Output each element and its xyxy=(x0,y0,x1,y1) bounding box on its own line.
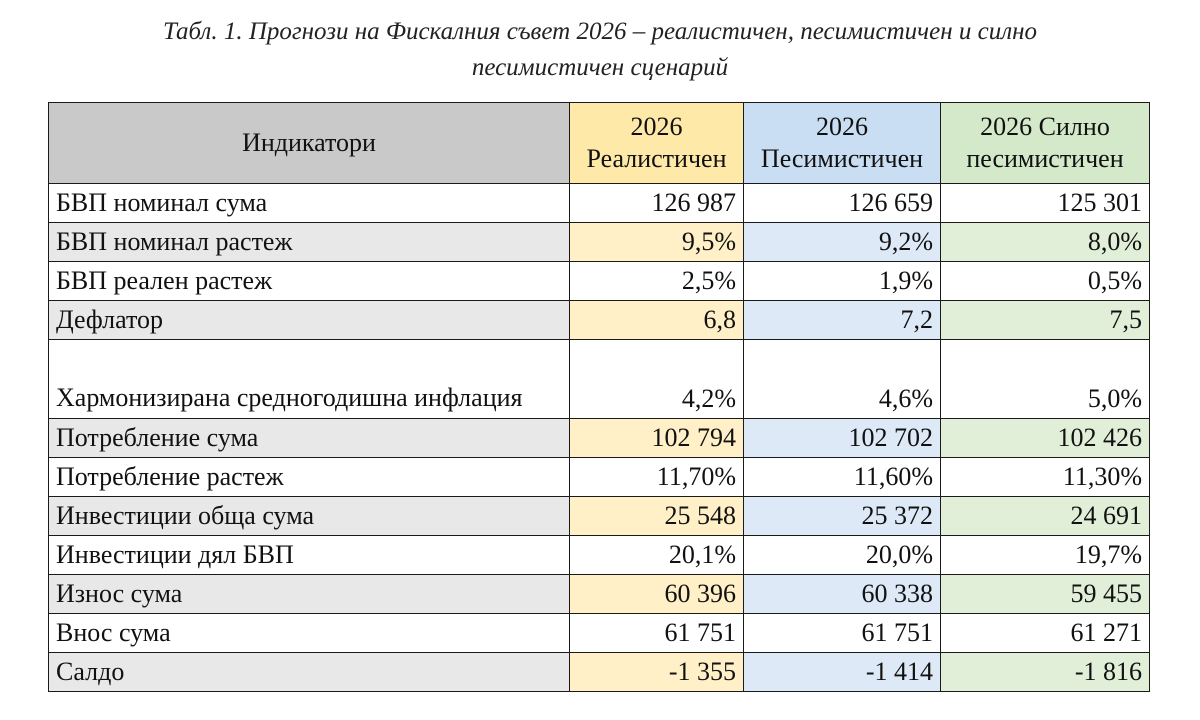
table-row xyxy=(49,262,1150,301)
row-label: Износ сума xyxy=(49,575,570,614)
table-row xyxy=(49,614,1150,653)
cell-realistic: 61 751 xyxy=(570,614,744,653)
row-label: Инвестиции дял БВП xyxy=(49,536,570,575)
row-label: Потребление сума xyxy=(49,419,570,458)
table-caption-line-2: песимистичен сценарий xyxy=(471,54,729,81)
row-label: БВП номинал растеж xyxy=(49,223,570,262)
cell-realistic: 20,1% xyxy=(570,536,744,575)
cell-strongly-pessimistic: 8,0% xyxy=(941,223,1150,262)
header-strongly-pessimistic-year: 2026 Силно xyxy=(980,112,1110,141)
table-row xyxy=(49,653,1150,692)
header-realistic-year: 2026 xyxy=(630,112,683,141)
table-row xyxy=(49,340,1150,419)
table-row xyxy=(49,301,1150,340)
cell-strongly-pessimistic: 11,30% xyxy=(941,458,1150,497)
cell-strongly-pessimistic: 24 691 xyxy=(941,497,1150,536)
cell-strongly-pessimistic: 102 426 xyxy=(941,419,1150,458)
cell-strongly-pessimistic: 19,7% xyxy=(941,536,1150,575)
header-strongly-pessimistic xyxy=(941,103,1150,184)
cell-realistic: 9,5% xyxy=(570,223,744,262)
table-row xyxy=(49,497,1150,536)
row-label: БВП реален растеж xyxy=(49,262,570,301)
row-label: БВП номинал сума xyxy=(49,184,570,223)
fiscal-forecast-table xyxy=(48,102,1150,692)
row-label: Потребление растеж xyxy=(49,458,570,497)
table-row xyxy=(49,184,1150,223)
cell-strongly-pessimistic: 125 301 xyxy=(941,184,1150,223)
cell-realistic: 6,8 xyxy=(570,301,744,340)
cell-realistic: 11,70% xyxy=(570,458,744,497)
header-pessimistic-year: 2026 xyxy=(816,112,868,141)
cell-pessimistic: 25 372 xyxy=(744,497,941,536)
cell-realistic: 60 396 xyxy=(570,575,744,614)
cell-strongly-pessimistic: 7,5 xyxy=(941,301,1150,340)
cell-pessimistic: 126 659 xyxy=(744,184,941,223)
header-strongly-pessimistic-label: песимистичен xyxy=(966,144,1124,173)
cell-pessimistic: 7,2 xyxy=(744,301,941,340)
cell-pessimistic: 4,6% xyxy=(744,340,941,419)
table-row xyxy=(49,458,1150,497)
cell-realistic: 126 987 xyxy=(570,184,744,223)
cell-strongly-pessimistic: 0,5% xyxy=(941,262,1150,301)
header-row xyxy=(49,103,1150,184)
row-label: Хармонизирана средногодишна инфлация xyxy=(49,340,570,419)
table-row xyxy=(49,419,1150,458)
header-realistic xyxy=(570,103,744,184)
cell-pessimistic: 20,0% xyxy=(744,536,941,575)
cell-pessimistic: 61 751 xyxy=(744,614,941,653)
table-row xyxy=(49,223,1150,262)
cell-realistic: 4,2% xyxy=(570,340,744,419)
cell-realistic: 25 548 xyxy=(570,497,744,536)
cell-pessimistic: 1,9% xyxy=(744,262,941,301)
cell-pessimistic: 60 338 xyxy=(744,575,941,614)
row-label: Внос сума xyxy=(49,614,570,653)
cell-pessimistic: 9,2% xyxy=(744,223,941,262)
header-realistic-label: Реалистичен xyxy=(586,144,727,173)
table-caption-line-1: Табл. 1. Прогнози на Фискалния съвет 2026 – реалистичен, песимистичен и силно xyxy=(162,18,1038,45)
cell-realistic: 102 794 xyxy=(570,419,744,458)
cell-strongly-pessimistic: 59 455 xyxy=(941,575,1150,614)
table-row xyxy=(49,575,1150,614)
header-pessimistic xyxy=(744,103,941,184)
cell-pessimistic: 102 702 xyxy=(744,419,941,458)
cell-realistic: -1 355 xyxy=(570,653,744,692)
row-label: Дефлатор xyxy=(49,301,570,340)
row-label: Инвестиции обща сума xyxy=(49,497,570,536)
cell-strongly-pessimistic: 61 271 xyxy=(941,614,1150,653)
cell-realistic: 2,5% xyxy=(570,262,744,301)
cell-strongly-pessimistic: 5,0% xyxy=(941,340,1150,419)
row-label: Салдо xyxy=(49,653,570,692)
table-row xyxy=(49,536,1150,575)
cell-strongly-pessimistic: -1 816 xyxy=(941,653,1150,692)
header-indicators: Индикатори xyxy=(49,103,570,184)
header-pessimistic-label: Песимистичен xyxy=(760,144,924,173)
cell-pessimistic: 11,60% xyxy=(744,458,941,497)
table-caption xyxy=(0,14,1200,86)
cell-pessimistic: -1 414 xyxy=(744,653,941,692)
